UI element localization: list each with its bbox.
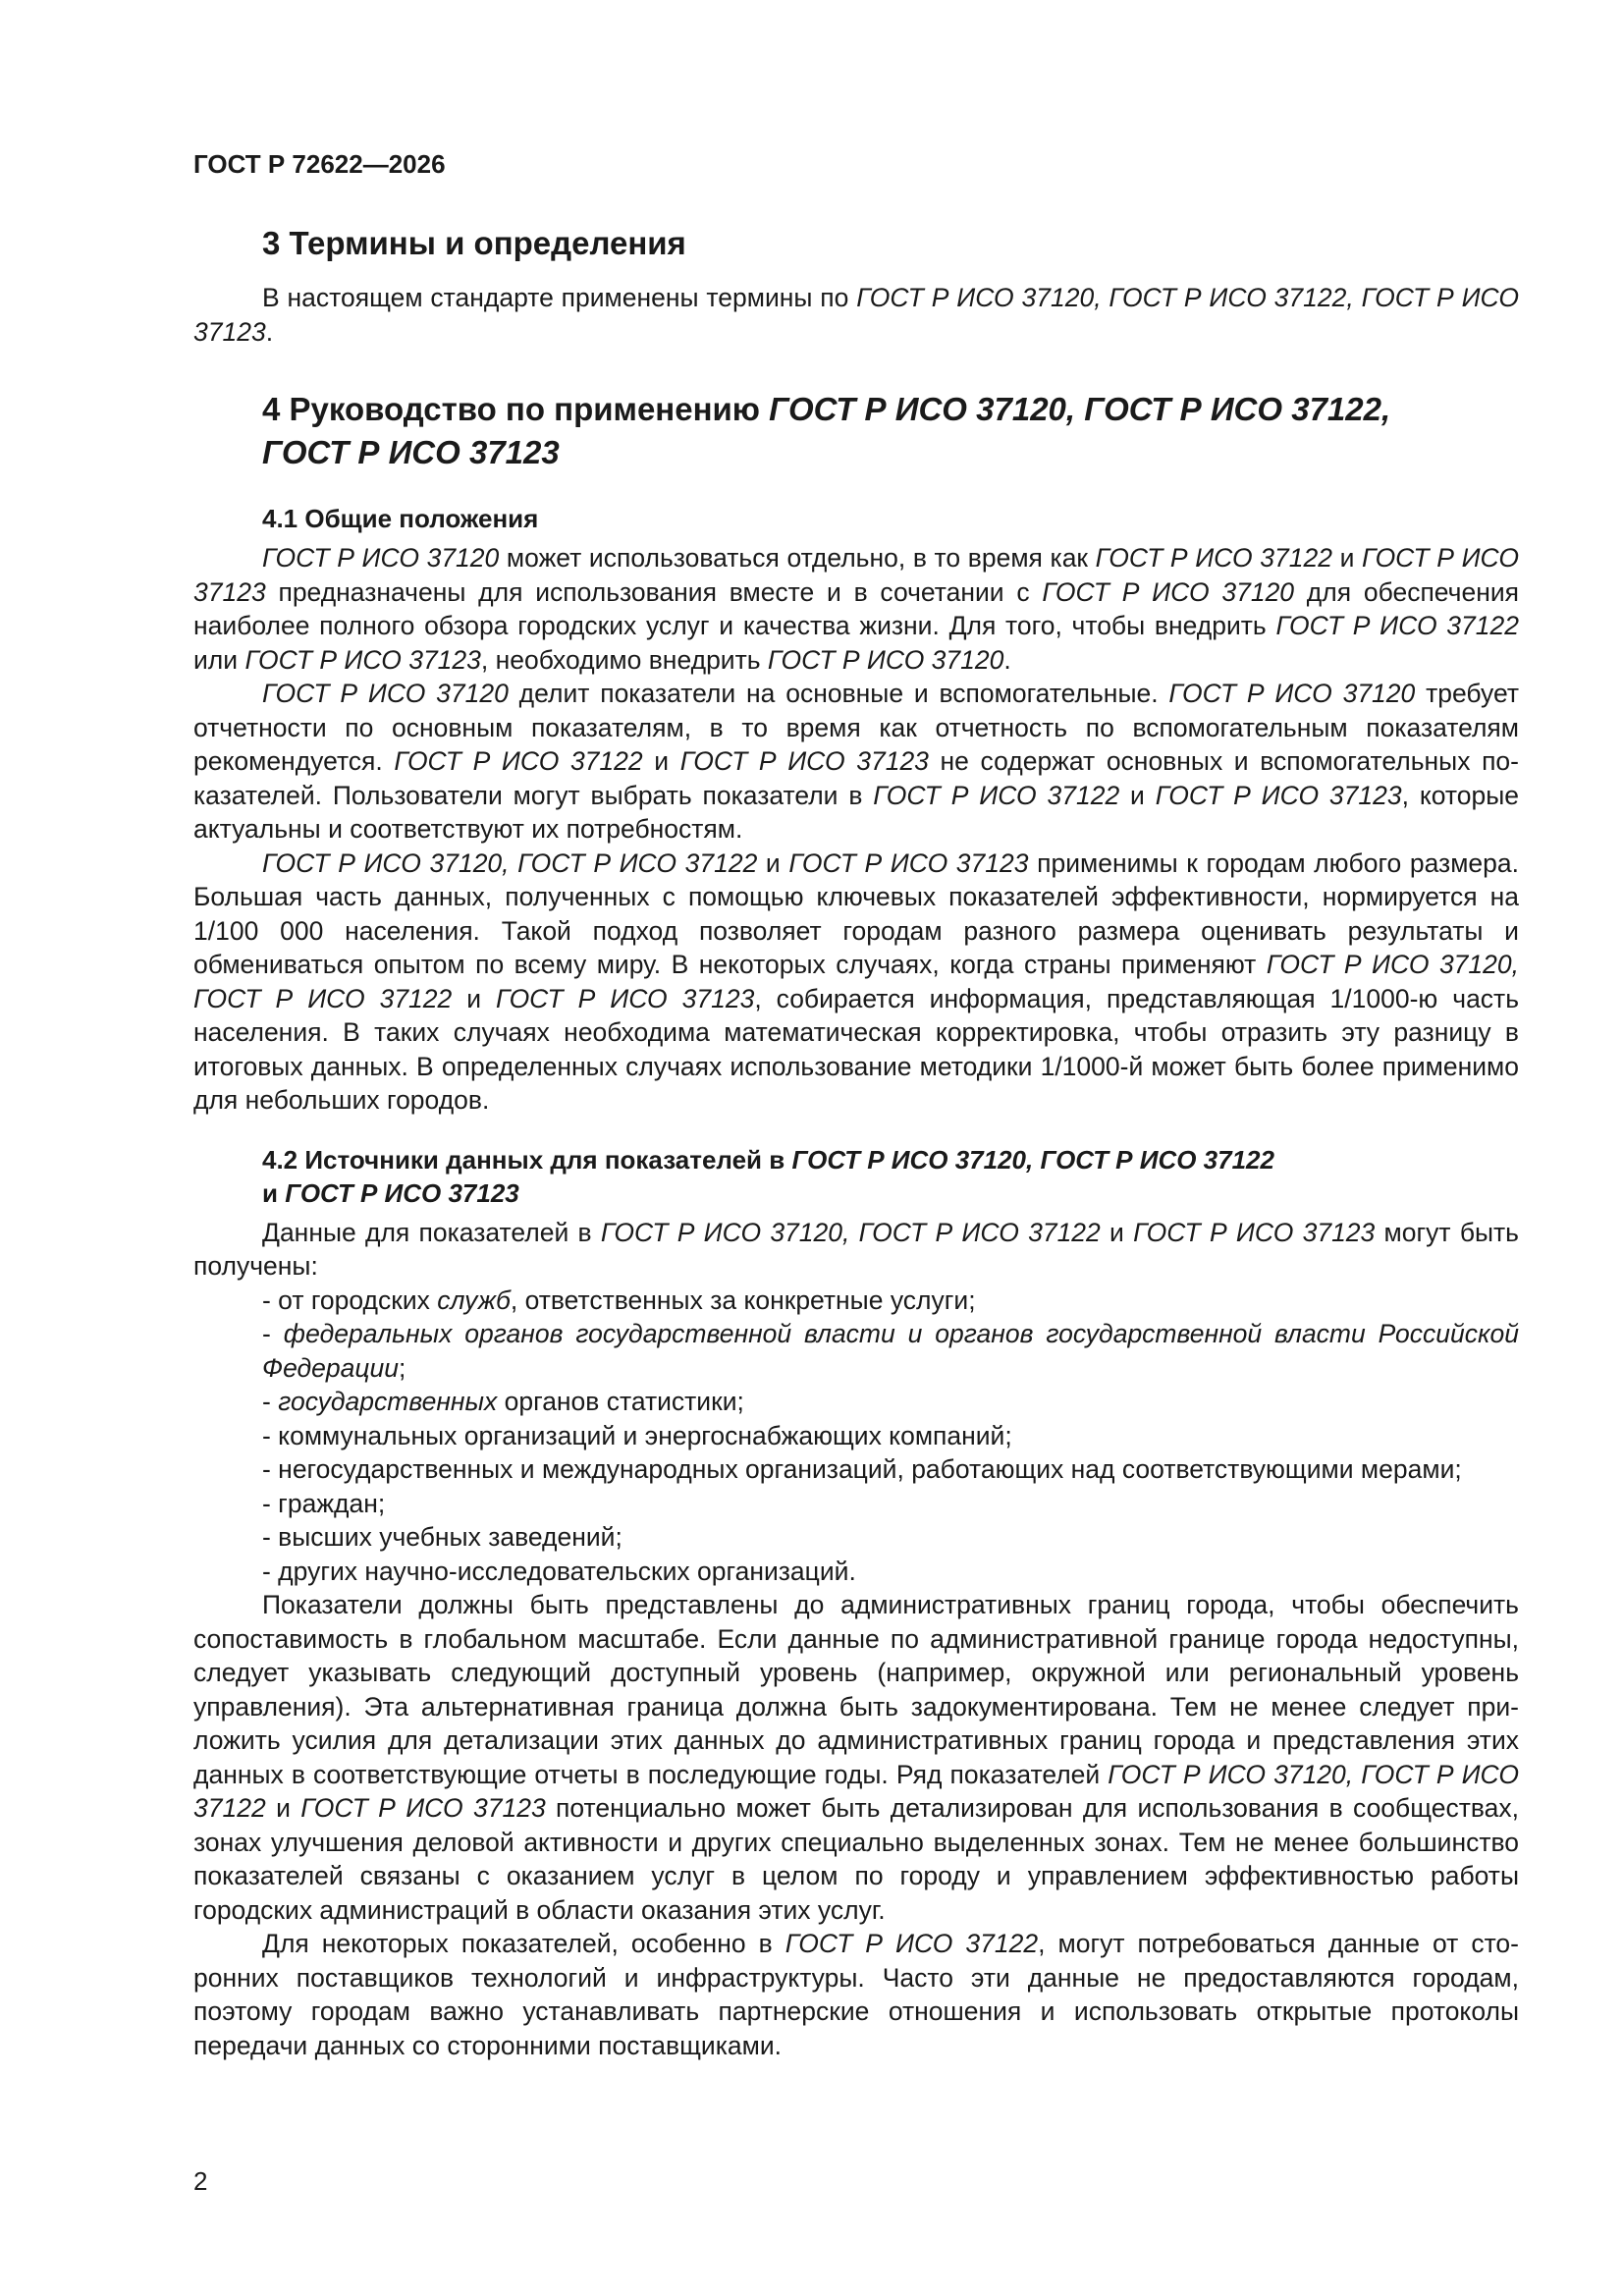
text-run: Показатели должны быть представлены до административных границ города, чтобы обеспечить сопоставимость в глобальном масштабе. Если данные по административной границе города недоступны, следует указывать следующий доступный уровень (например, окружной или региональный уровень управления). Эта альтернативная граница должна быть задокументирована. Тем не менее следует приложить усилия для детализации этих данных до административных границ города и представления этих данных в соответствующие отчеты в последующие годы. Ряд показателей bbox=[193, 1590, 1519, 1789]
text-run: и bbox=[757, 847, 789, 878]
text-run: и bbox=[452, 983, 497, 1013]
list-item bbox=[193, 1284, 1519, 1318]
standard-reference: ГОСТ Р ИСО 37120 bbox=[767, 644, 1004, 675]
standard-reference: ГОСТ Р ИСО 37120 bbox=[1042, 576, 1295, 607]
text-run: и bbox=[1119, 780, 1156, 810]
text-run: применимы к городам любого размера. Большая часть данных, полученных с помощью ключевых показателей эффективности, нормируется на 1/100 000 населения. Такой подход позволяет городам разного размера оценивать результаты и обмениваться опытом по всему миру. В некоторых случаях, когда страны применяют bbox=[193, 847, 1519, 979]
section-4-title-text: 4 Руководство по применению bbox=[262, 391, 770, 427]
text-run: - bbox=[262, 1387, 279, 1416]
text-run: , необходимо внедрить bbox=[480, 644, 768, 675]
list-item bbox=[193, 1317, 1519, 1385]
text-run: , могут потребоваться данные от сторонних поставщиков технологий и инфраструктуры. Часто эти данные не предоставляются городам, поэтому городам важно устанавливать партнерские отношения и использовать открытые протоколы передачи данных со сторонними поставщиками. bbox=[193, 1929, 1519, 2060]
text-run: , собирается информация, представляющая 1/1000-ю часть населения. В таких случаях необходима математическая корректировка, чтобы отразить эту разницу в итоговых данных. В определенных случаях использование методики 1/1000-й может быть более применимо для небольших городов. bbox=[193, 983, 1519, 1115]
standard-reference: ГОСТ Р ИСО 37120, ГОСТ Р ИСО 37122 bbox=[193, 1759, 1519, 1823]
subsection-4-1-paragraph-2 bbox=[193, 677, 1519, 847]
text-run: делит показатели на основные и вспомогательные. bbox=[508, 679, 1169, 708]
subsection-4-1-title: 4.1 Общие положения bbox=[262, 504, 539, 533]
standard-reference: ГОСТ Р ИСО 37123 bbox=[244, 644, 481, 675]
standard-reference: ГОСТ Р ИСО 37120 bbox=[262, 679, 509, 708]
text-run: В настоящем стандарте применены термины по bbox=[262, 283, 857, 312]
list-item bbox=[193, 1487, 1519, 1521]
subsection-4-2-title-ref: ГОСТ Р ИСО 37120, ГОСТ Р ИСО 37122 bbox=[791, 1144, 1274, 1175]
text-run: - коммунальных организаций и энергоснабжающих компаний; bbox=[262, 1420, 1012, 1450]
standard-reference: служб bbox=[437, 1285, 511, 1315]
list-item bbox=[193, 1520, 1519, 1555]
standard-reference: ГОСТ Р ИСО 37123 bbox=[496, 983, 755, 1013]
standard-reference: ГОСТ Р ИСО 37123 bbox=[788, 847, 1029, 878]
standard-reference: ГОСТ Р ИСО 37122 bbox=[1275, 611, 1519, 640]
text-run: и bbox=[1100, 1217, 1134, 1247]
standard-reference: федеральных органов государственной власти и органов государственной власти Российской Федерации bbox=[262, 1319, 1519, 1383]
standard-reference: ГОСТ Р ИСО 37120, ГОСТ Р ИСО 37122 bbox=[600, 1217, 1101, 1247]
standard-reference: ГОСТ Р ИСО 37122 bbox=[873, 780, 1120, 810]
text-run: . bbox=[265, 316, 274, 347]
data-sources-list bbox=[193, 1284, 1519, 1589]
standard-reference: ГОСТ Р ИСО 37123 bbox=[1155, 780, 1402, 810]
subsection-4-2-paragraph-1 bbox=[193, 1216, 1519, 1284]
standard-reference: ГОСТ Р ИСО 37120 bbox=[1168, 679, 1416, 708]
text-run: и bbox=[642, 746, 680, 776]
text-run: предназначены для использования вместе и в сочетании с bbox=[265, 576, 1043, 607]
standard-reference: ГОСТ Р ИСО 37122 bbox=[394, 746, 643, 776]
text-run: Для некоторых показателей, особенно в bbox=[262, 1929, 785, 1958]
page-number: 2 bbox=[193, 2166, 208, 2196]
subsection-4-2-paragraph-3 bbox=[193, 1927, 1519, 2062]
section-4-title-ref-2: ГОСТ Р ИСО 37123 bbox=[262, 434, 560, 470]
text-run: не содержат основных и вспомогательных показателей. Пользователи могут выбрать показатели в bbox=[193, 746, 1519, 810]
text-run: для обеспечения наиболее полного обзора городских услуг и качества жизни. Для того, чтобы внедрить bbox=[193, 576, 1519, 640]
subsection-4-2-title bbox=[262, 1143, 1519, 1210]
subsection-4-1-paragraph-1 bbox=[193, 541, 1519, 677]
text-run: могут быть получены: bbox=[193, 1217, 1519, 1281]
text-run: и bbox=[1331, 543, 1363, 573]
text-run: ; bbox=[399, 1352, 406, 1383]
text-run: потенциально может быть детализирован для использования в сообществах, зонах улучшения деловой активности и других специально выделенных зонах. Тем не менее большинство показателей связаны с оказанием услуг в целом по городу и управлением эффективностью работы городских администраций в области оказания этих услуг. bbox=[193, 1793, 1519, 1925]
standard-reference: ГОСТ Р ИСО 37123 bbox=[679, 746, 929, 776]
text-run: - других научно-исследовательских организаций. bbox=[262, 1556, 856, 1586]
standard-reference: ГОСТ Р ИСО 37122 bbox=[1095, 543, 1332, 573]
text-run: органов статистики; bbox=[497, 1387, 744, 1416]
text-run: , которые актуальны и соответствуют их потребностям. bbox=[193, 780, 1519, 844]
page-content bbox=[193, 222, 1519, 2062]
subsection-4-2-title-text-2: и bbox=[262, 1177, 286, 1208]
text-run: и bbox=[265, 1793, 301, 1823]
subsection-4-2-title-ref-2: ГОСТ Р ИСО 37123 bbox=[285, 1177, 519, 1208]
section-3-paragraph bbox=[193, 281, 1519, 349]
section-3-title: 3 Термины и определения bbox=[262, 225, 686, 261]
text-run: Данные для показателей в bbox=[262, 1217, 601, 1247]
text-run: или bbox=[193, 644, 245, 675]
text-run: - высших учебных заведений; bbox=[262, 1522, 622, 1552]
standard-reference: государственных bbox=[278, 1387, 498, 1416]
text-run: - bbox=[262, 1319, 284, 1348]
text-run: может использоваться отдельно, в то время как bbox=[499, 543, 1096, 573]
list-item bbox=[193, 1385, 1519, 1419]
standard-reference: ГОСТ Р ИСО 37123 bbox=[193, 543, 1519, 607]
subsection-4-1-paragraph-3 bbox=[193, 847, 1519, 1118]
section-4-title-ref: ГОСТ Р ИСО 37120, ГОСТ Р ИСО 37122, bbox=[769, 391, 1391, 427]
section-4-title bbox=[262, 388, 1519, 474]
text-run: - от городских bbox=[262, 1285, 438, 1315]
standard-reference: ГОСТ Р ИСО 37120, ГОСТ Р ИСО 37122 bbox=[262, 847, 758, 878]
standard-reference: ГОСТ Р ИСО 37120, ГОСТ Р ИСО 37122, ГОСТ Р ИСО 37123 bbox=[193, 283, 1519, 347]
subsection-4-2-paragraph-2 bbox=[193, 1588, 1519, 1927]
text-run: , ответственных за конкретные услуги; bbox=[510, 1285, 976, 1315]
list-item bbox=[193, 1419, 1519, 1453]
standard-reference: ГОСТ Р ИСО 37123 bbox=[300, 1793, 546, 1823]
list-item bbox=[193, 1452, 1519, 1487]
text-run: - негосударственных и международных организаций, работающих над соответствующими мерами; bbox=[262, 1454, 1462, 1484]
text-run: . bbox=[1003, 644, 1011, 675]
subsection-4-2-title-text: 4.2 Источники данных для показателей в bbox=[262, 1144, 792, 1175]
standard-reference: ГОСТ Р ИСО 37123 bbox=[1133, 1217, 1376, 1247]
text-run: требует отчетности по основным показателям, в то время как отчетность по вспомогательным показателям рекомендуется. bbox=[193, 679, 1519, 776]
standard-reference: ГОСТ Р ИСО 37120 bbox=[262, 543, 500, 573]
document-id-header: ГОСТ Р 72622—2026 bbox=[193, 149, 446, 179]
standard-reference: ГОСТ Р ИСО 37120, ГОСТ Р ИСО 37122 bbox=[193, 950, 1519, 1013]
list-item bbox=[193, 1555, 1519, 1589]
text-run: - граждан; bbox=[262, 1488, 386, 1518]
standard-reference: ГОСТ Р ИСО 37122 bbox=[784, 1929, 1039, 1958]
